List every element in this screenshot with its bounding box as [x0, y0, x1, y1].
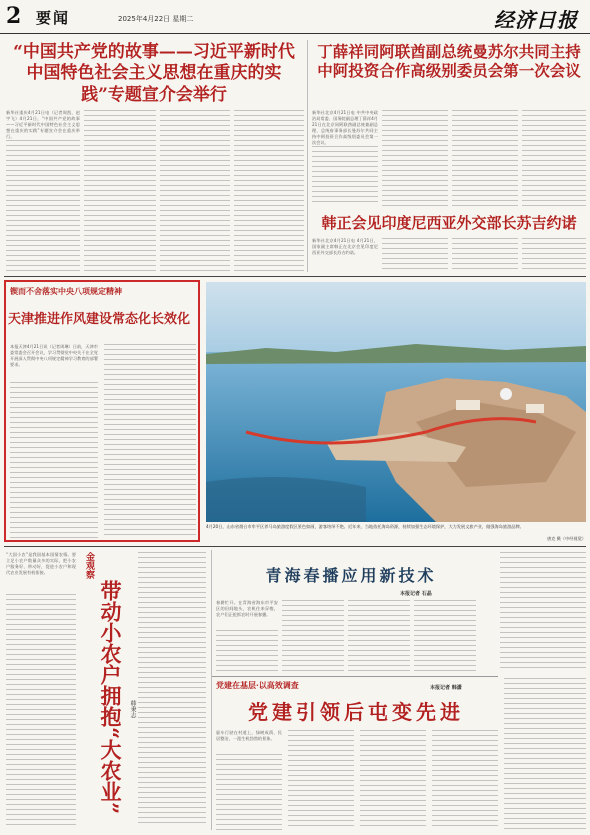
story7-headline: 党建引领后屯变先进 — [248, 700, 464, 724]
story2-lead: 新华社北京4月21日电 中共中央政治局常委、国务院副总理丁薛祥4月21日在北京同阿联酋副总统兼副总理、总统府事务部长曼苏尔共同主持中阿投资合作高级别委员会第一次会议。 — [312, 110, 378, 145]
story1-headline: “中国共产党的故事——习近平新时代中国特色社会主义思想在重庆的实践”专题宣介会举行 — [13, 42, 295, 105]
column-divider — [211, 550, 212, 830]
story6-body — [282, 600, 344, 672]
story2-body — [382, 110, 448, 206]
story5-author: 韩秉志 — [129, 700, 136, 718]
photo-credit: 唐克 摄（中经视觉） — [546, 536, 586, 541]
story1-lead: 新华社重庆4月21日电（记者周凯、赵宇飞）4月21日，“中国共产党的故事——习近平新时代中国特色社会主义思想在重庆的实践”专题宣介会在重庆举行。 — [6, 110, 80, 139]
story2-body — [452, 110, 518, 206]
story2-body — [522, 110, 586, 206]
photo-caption: 4月20日，山东省烟台市牟平区养马岛旅游度假区景色如画，游客络绎不绝。近年来，当地依托海岛资源，持续加强生态环境保护，大力发展文旅产业，做强海岛旅游品牌。 — [206, 524, 524, 529]
story4-body — [104, 344, 196, 538]
story5-body — [6, 594, 76, 826]
story1-body — [234, 110, 304, 272]
story4-lead: 本报天津4月21日讯（记者周琳）日前，天津市委常委会召开会议，学习贯彻党中央关于在全党开展深入贯彻中央八项规定精神学习教育的部署要求。 — [10, 344, 98, 367]
story2-body — [312, 146, 378, 206]
column-divider — [307, 40, 308, 272]
story6-lead: 春耕忙开。在青海省海东市平安区的田间地头，农机往来穿梭，农户们正抢抓农时开展春播。 — [216, 600, 278, 617]
section-divider — [4, 276, 586, 277]
story7-lead: 驱车行驶在村道上，绿树成荫、民居整洁，一派生机勃勃的景象。 — [216, 730, 282, 741]
coastal-island-photo — [206, 282, 586, 522]
story7-body — [216, 754, 282, 830]
story4-kicker: 锲而不舍落实中央八项规定精神 — [10, 286, 122, 296]
page-number: 2 — [6, 3, 22, 29]
story6-body — [500, 552, 586, 672]
section-divider — [4, 546, 586, 547]
story4-headline: 天津推进作风建设常态化长效化 — [8, 312, 191, 327]
story7-body — [504, 678, 586, 830]
story6-body — [216, 630, 278, 672]
story6-body — [414, 600, 476, 672]
section-divider — [212, 676, 498, 677]
story3-headline: 韩正会见印度尼西亚外交部长苏吉约诺 — [321, 214, 577, 232]
issue-date: 2025年4月22日 星期二 — [118, 15, 194, 23]
story6-byline: 本报记者 石晶 — [400, 591, 432, 597]
story7-byline: 本报记者 韩潇 — [430, 685, 462, 691]
story7-body — [288, 730, 354, 830]
story1-body — [84, 110, 156, 272]
story7-kicker: 党建在基层·以高效调查 — [216, 680, 299, 690]
news-photo — [206, 282, 586, 522]
story2-headline: 丁薛祥同阿联酋副总统曼苏尔共同主持中阿投资合作高级别委员会第一次会议 — [317, 42, 581, 81]
story3-lead: 新华社北京4月21日电 4月21日，国家副主席韩正在北京会见印度尼西亚外交部长苏吉约诺。 — [312, 238, 378, 255]
story4-body — [10, 382, 98, 538]
story5-kicker: 金观察 — [84, 552, 94, 579]
story7-body — [432, 730, 498, 830]
story1-body — [160, 110, 230, 272]
story6-body — [348, 600, 410, 672]
story5-body — [138, 552, 206, 826]
story1-body — [6, 140, 80, 272]
story3-body — [382, 238, 448, 272]
story5-headline: 带动小农户拥抱“大农业” — [98, 580, 123, 815]
story6-headline: 青海春播应用新技术 — [265, 566, 437, 585]
story3-body — [452, 238, 518, 272]
section-name: 要闻 — [36, 9, 71, 27]
story7-body — [360, 730, 426, 830]
newspaper-logo: 经济日报 — [494, 8, 578, 32]
story3-body — [522, 238, 586, 272]
story5-lead: “大国小农”是我国基本国情农情。要立足小农户数量众多的实际，把小农户服务好、带动好，促进小农户和现代农业发展有机衔接。 — [6, 552, 76, 575]
